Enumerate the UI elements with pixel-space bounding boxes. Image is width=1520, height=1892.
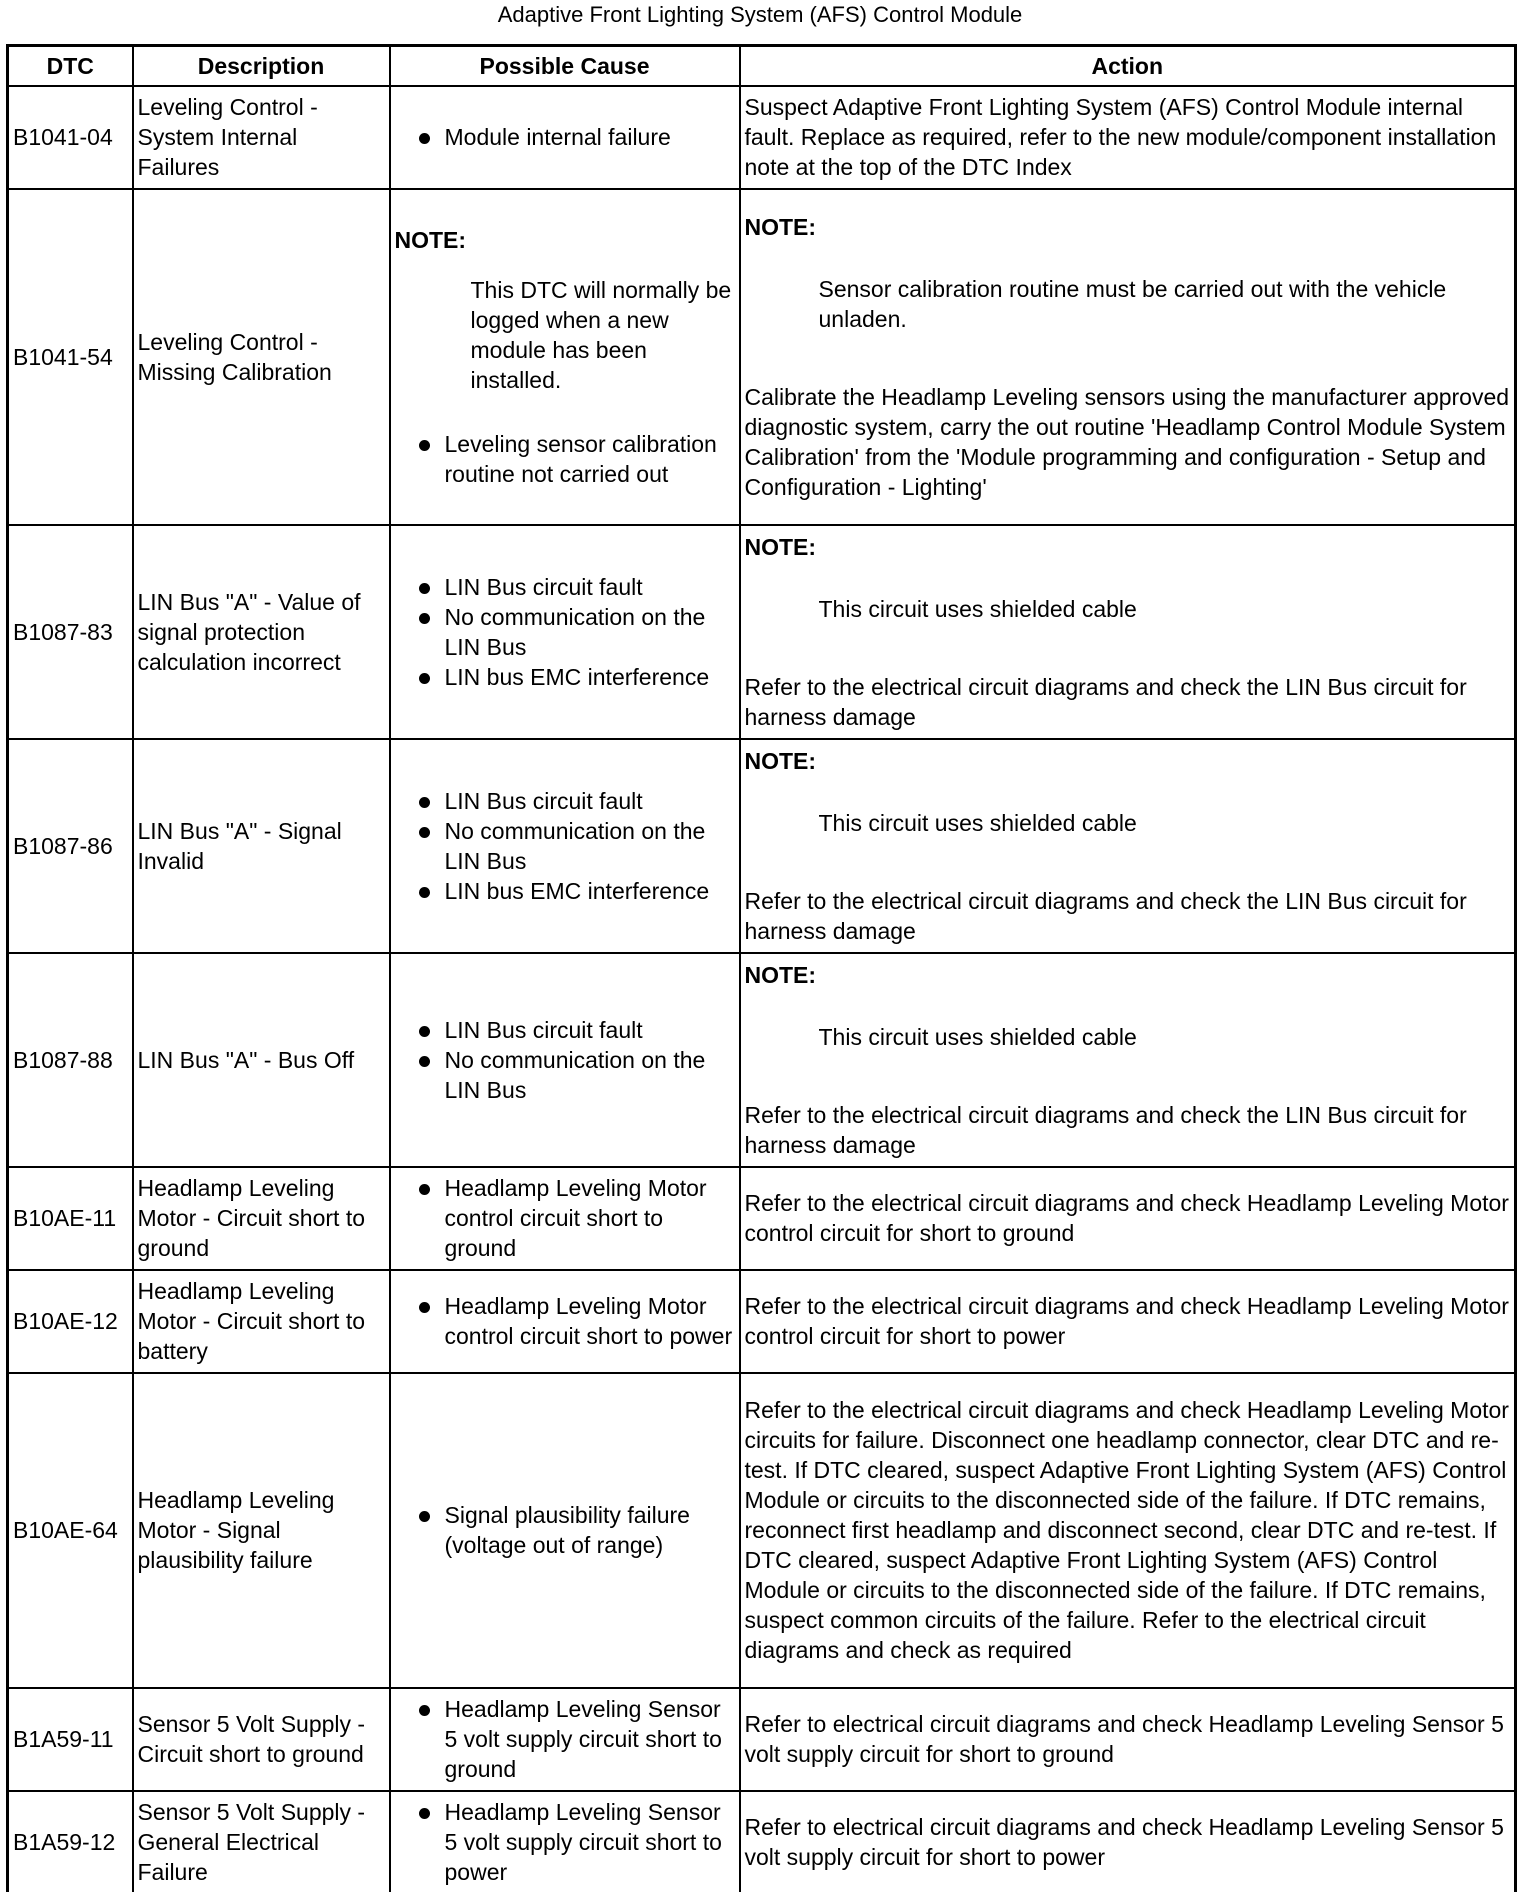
table-row — [8, 86, 1516, 189]
table-row — [8, 1167, 1516, 1270]
action-cell — [740, 953, 1516, 1167]
cause-item: LIN Bus circuit fault — [415, 572, 735, 602]
dtc-code: B1087-86 — [8, 739, 133, 953]
possible-cause-cell — [390, 189, 740, 525]
possible-cause-cell — [390, 739, 740, 953]
cause-item: Leveling sensor calibration routine not carried out — [415, 429, 735, 489]
dtc-description: Sensor 5 Volt Supply - Circuit short to ground — [133, 1688, 390, 1791]
note-text: This circuit uses shielded cable — [818, 595, 1137, 622]
cause-item: Headlamp Leveling Motor control circuit short to power — [415, 1291, 735, 1351]
dtc-description: LIN Bus "A" - Value of signal protection calculation incorrect — [133, 525, 390, 739]
cause-item: Module internal failure — [415, 122, 735, 152]
dtc-code: B1087-88 — [8, 953, 133, 1167]
action-text: Refer to electrical circuit diagrams and check Headlamp Leveling Sensor 5 volt supply circuit for short to ground — [740, 1688, 1516, 1791]
dtc-description: LIN Bus "A" - Bus Off — [133, 953, 390, 1167]
dtc-description: LIN Bus "A" - Signal Invalid — [133, 739, 390, 953]
table-row — [8, 953, 1516, 1167]
possible-cause-cell — [390, 525, 740, 739]
dtc-description: Headlamp Leveling Motor - Circuit short to battery — [133, 1270, 390, 1373]
dtc-code: B1041-54 — [8, 189, 133, 525]
note-text: Sensor calibration routine must be carried out with the vehicle unladen. — [818, 275, 1447, 332]
dtc-code: B1A59-12 — [8, 1791, 133, 1892]
cause-item: Headlamp Leveling Motor control circuit short to ground — [415, 1173, 735, 1263]
possible-cause-cell — [390, 86, 740, 189]
cause-item: LIN Bus circuit fault — [415, 1015, 735, 1045]
action-text: Calibrate the Headlamp Leveling sensors using the manufacturer approved diagnostic system, carry the out routine 'Headlamp Control Module System Calibration' from the 'Module programming and configuration - Setup and Configuration - Lighting' — [744, 383, 1510, 500]
cause-item: LIN Bus circuit fault — [415, 786, 735, 816]
action-text: Suspect Adaptive Front Lighting System (AFS) Control Module internal fault. Replace as required, refer to the new module/component installation note at the top of the DTC Index — [740, 86, 1516, 189]
cause-item: LIN bus EMC interference — [415, 876, 735, 906]
cause-item: Signal plausibility failure (voltage out of range) — [415, 1500, 735, 1560]
possible-cause-cell — [390, 1688, 740, 1791]
possible-cause-cell — [390, 1167, 740, 1270]
note-text: This DTC will normally be logged when a new module has been installed. — [470, 276, 732, 393]
table-header-row — [8, 46, 1516, 86]
cause-item: No communication on the LIN Bus — [415, 816, 735, 876]
document-title: Adaptive Front Lighting System (AFS) Control Module — [497, 2, 1023, 27]
table-row — [8, 189, 1516, 525]
cause-item: Headlamp Leveling Sensor 5 volt supply circuit short to ground — [415, 1694, 735, 1784]
dtc-code: B1A59-11 — [8, 1688, 133, 1791]
possible-cause-cell — [390, 1791, 740, 1892]
action-text: Refer to electrical circuit diagrams and check Headlamp Leveling Sensor 5 volt supply circuit for short to power — [740, 1791, 1516, 1892]
dtc-code: B1087-83 — [8, 525, 133, 739]
dtc-code: B10AE-11 — [8, 1167, 133, 1270]
possible-cause-cell — [390, 1270, 740, 1373]
table-row — [8, 1373, 1516, 1688]
header-description: Description — [133, 46, 390, 86]
dtc-description: Sensor 5 Volt Supply - General Electrical Failure — [133, 1791, 390, 1892]
dtc-code: B1041-04 — [8, 86, 133, 189]
dtc-code: B10AE-64 — [8, 1373, 133, 1688]
action-text: Refer to the electrical circuit diagrams and check the LIN Bus circuit for harness damage — [744, 1101, 1467, 1158]
action-cell — [740, 189, 1516, 525]
dtc-description: Headlamp Leveling Motor - Circuit short to ground — [133, 1167, 390, 1270]
possible-cause-cell — [390, 1373, 740, 1688]
header-possible-cause: Possible Cause — [390, 46, 740, 86]
table-row — [8, 1270, 1516, 1373]
cause-item: No communication on the LIN Bus — [415, 602, 735, 662]
action-cell — [740, 525, 1516, 739]
cause-item: Headlamp Leveling Sensor 5 volt supply circuit short to power — [415, 1797, 735, 1887]
note-label: NOTE: — [744, 961, 817, 988]
table-row — [8, 1688, 1516, 1791]
dtc-description: Leveling Control - System Internal Failures — [133, 86, 390, 189]
cause-item: No communication on the LIN Bus — [415, 1045, 735, 1105]
action-text: Refer to the electrical circuit diagrams and check Headlamp Leveling Motor control circuit for short to power — [740, 1270, 1516, 1373]
possible-cause-cell — [390, 953, 740, 1167]
dtc-description: Leveling Control - Missing Calibration — [133, 189, 390, 525]
note-text: This circuit uses shielded cable — [818, 1023, 1137, 1050]
header-dtc: DTC — [8, 46, 133, 86]
table-row — [8, 525, 1516, 739]
action-cell — [740, 739, 1516, 953]
note-label: NOTE: — [744, 747, 817, 774]
table-row — [8, 739, 1516, 953]
dtc-code: B10AE-12 — [8, 1270, 133, 1373]
note-text: This circuit uses shielded cable — [818, 809, 1137, 836]
note-label: NOTE: — [744, 533, 817, 560]
action-text: Refer to the electrical circuit diagrams and check the LIN Bus circuit for harness damage — [744, 887, 1467, 944]
header-action: Action — [740, 46, 1516, 86]
action-text: Refer to the electrical circuit diagrams and check Headlamp Leveling Motor control circuit for short to ground — [740, 1167, 1516, 1270]
dtc-description: Headlamp Leveling Motor - Signal plausibility failure — [133, 1373, 390, 1688]
action-text: Refer to the electrical circuit diagrams and check Headlamp Leveling Motor circuits for failure. Disconnect one headlamp connector, clear DTC and re-test. If DTC cleared, suspect Adaptive Front Lighting System (AFS) Control Module or circuits to the disconnected side of the failure. If DTC remains, reconnect first headlamp and disconnect second, clear DTC and re-test. If DTC cleared, suspect Adaptive Front Lighting System (AFS) Control Module or circuits to the disconnected side of the failure. If DTC remains, suspect common circuits of the failure. Refer to the electrical circuit diagrams and check as required — [740, 1373, 1516, 1688]
note-label: NOTE: — [744, 213, 817, 240]
action-text: Refer to the electrical circuit diagrams and check the LIN Bus circuit for harness damage — [744, 673, 1467, 730]
table-row — [8, 1791, 1516, 1892]
note-label: NOTE: — [394, 226, 467, 253]
cause-item: LIN bus EMC interference — [415, 662, 735, 692]
dtc-table — [6, 44, 1517, 1892]
